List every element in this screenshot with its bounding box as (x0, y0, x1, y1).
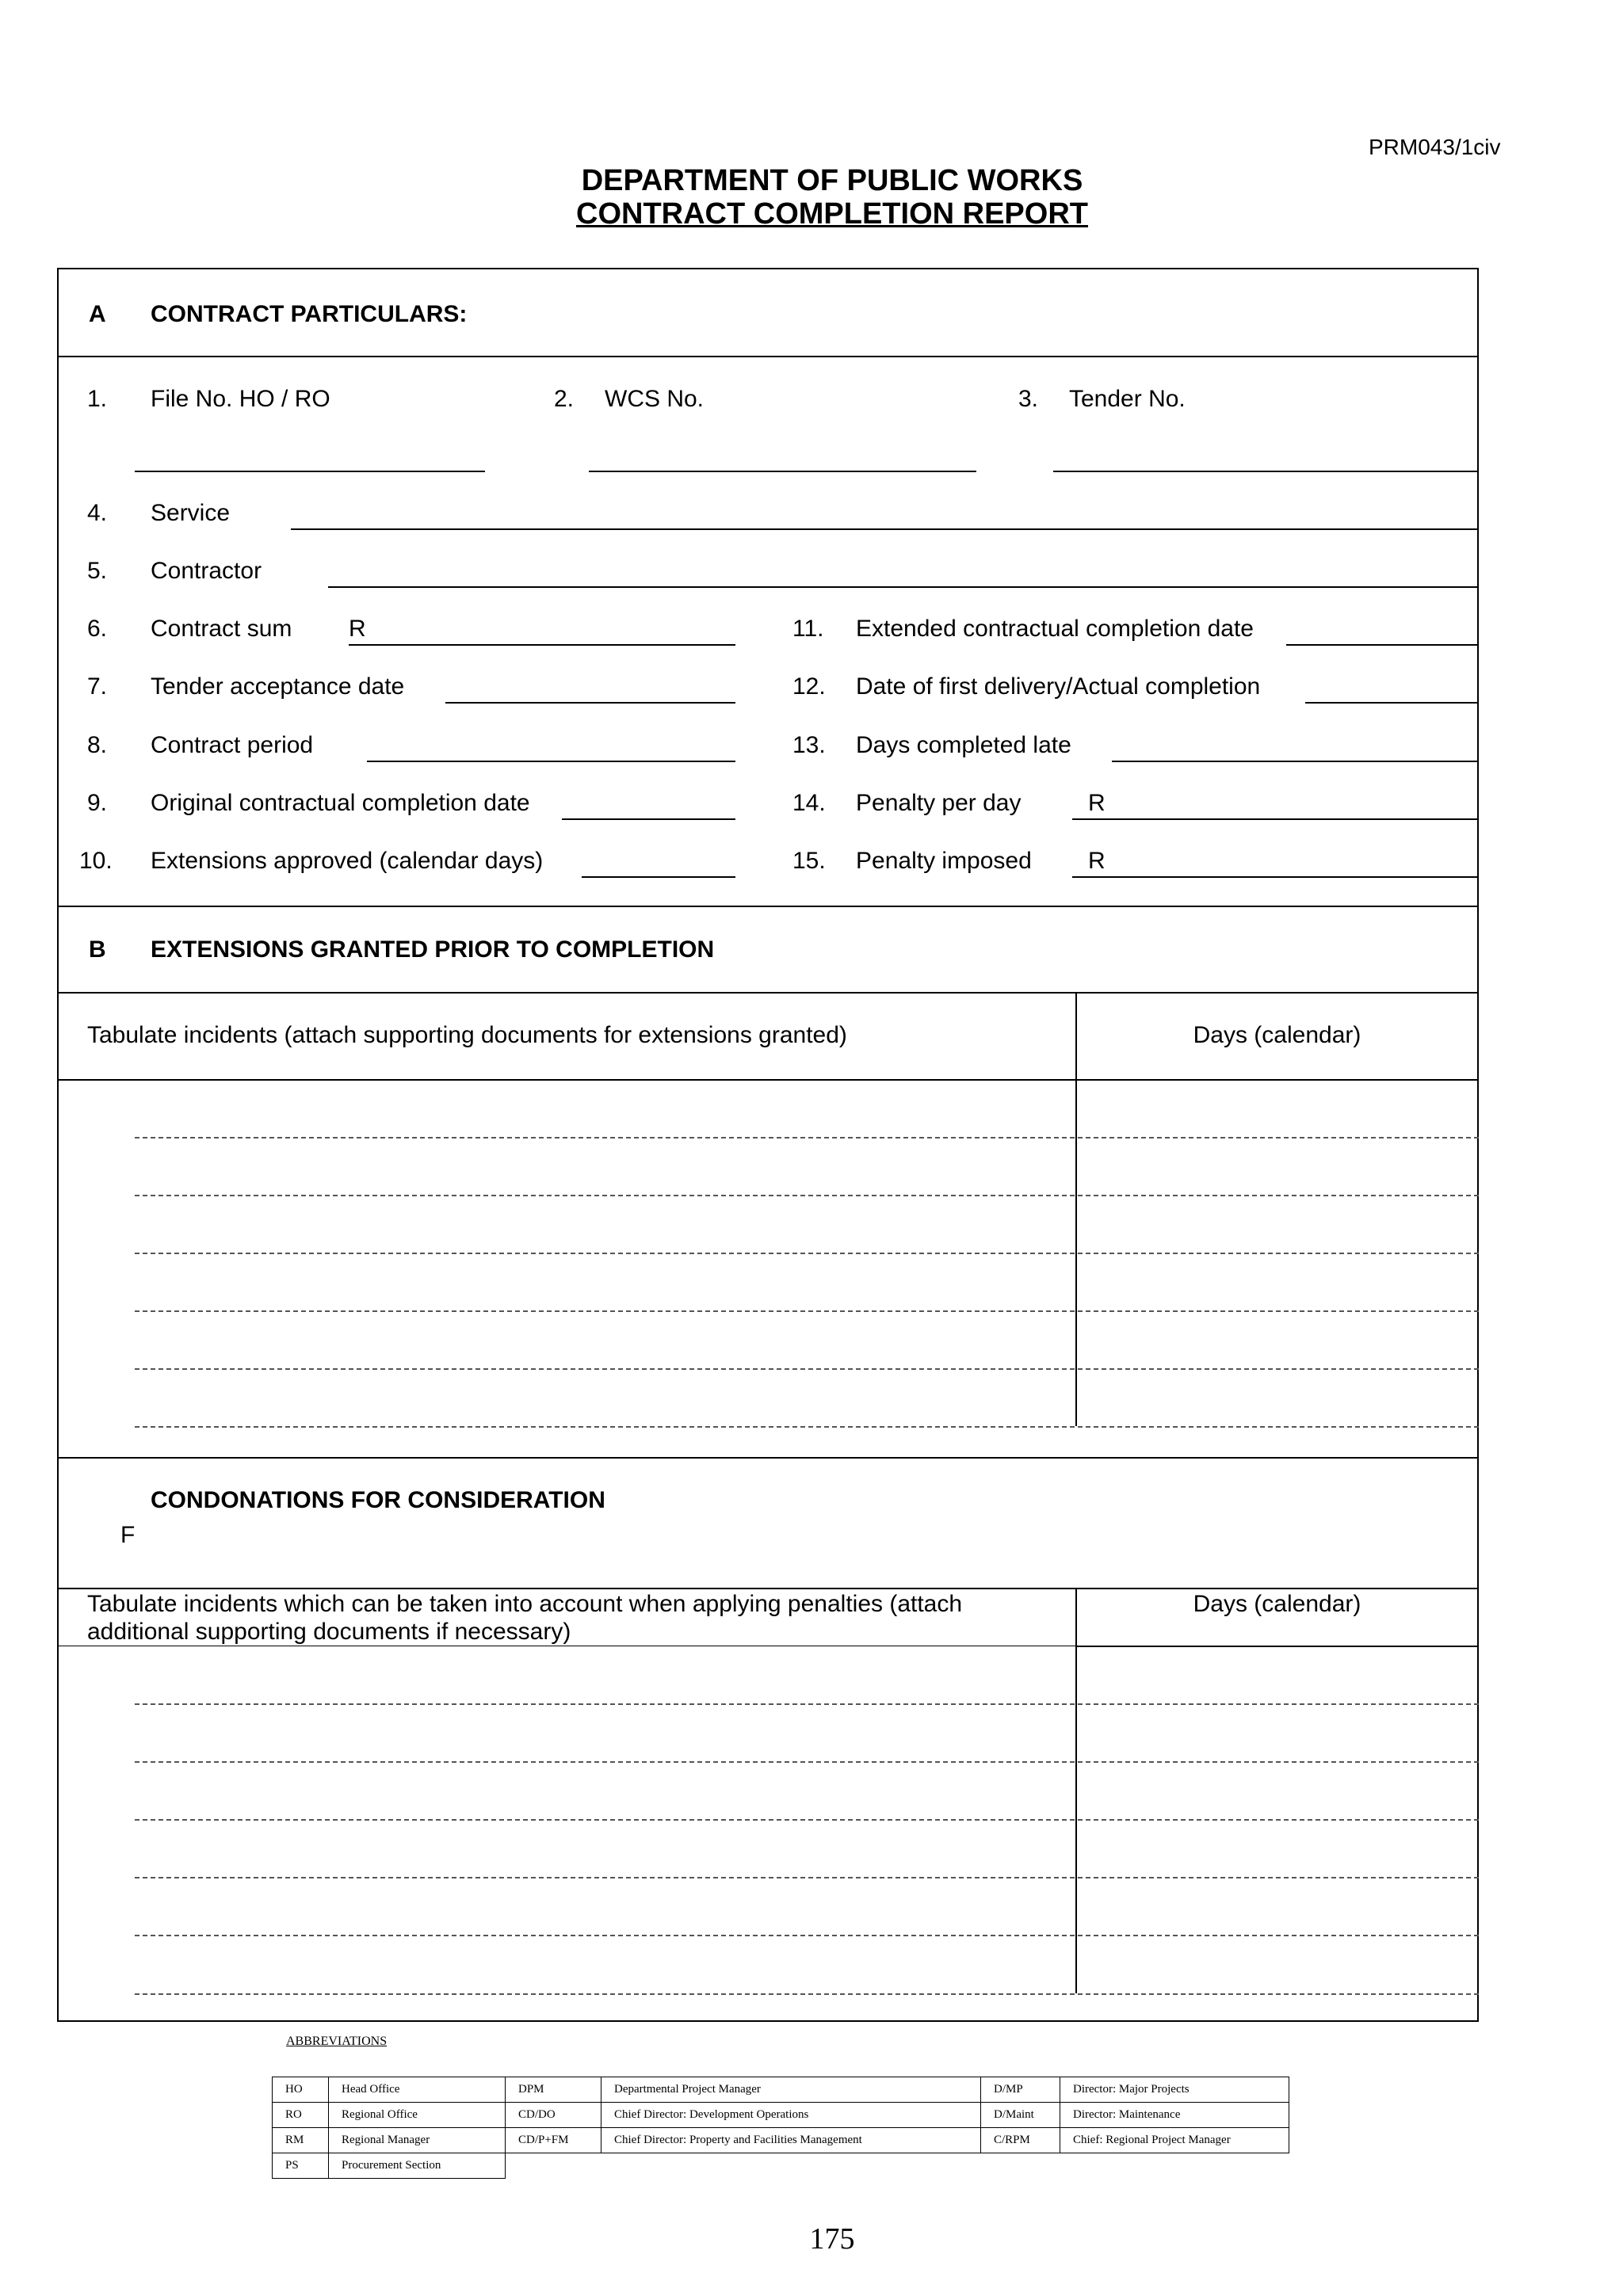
abbr-code: PS (273, 2153, 329, 2179)
extensions-approved-input[interactable] (582, 876, 735, 878)
extension-row[interactable] (135, 1426, 1479, 1428)
field-14-label: Penalty per day (856, 790, 1022, 816)
abbr-empty-cell (1060, 2153, 1289, 2179)
field-15-label: Penalty imposed (856, 848, 1032, 874)
section-c-divider (57, 1457, 1479, 1459)
section-c-title: CONDONATIONS FOR CONSIDERATION (151, 1487, 605, 1513)
abbr-meaning: Departmental Project Manager (601, 2077, 981, 2103)
section-a-letter: A (89, 301, 106, 327)
days-completed-late-input[interactable] (1112, 761, 1479, 762)
extension-row[interactable] (135, 1368, 1479, 1370)
section-c-days-header: Days (calendar) (1193, 1591, 1361, 1617)
field-8-label: Contract period (151, 732, 314, 758)
section-b-letter: B (89, 936, 106, 963)
field-3-number: 3. (1018, 386, 1039, 412)
extended-completion-date-input[interactable] (1286, 644, 1479, 646)
field-1-number: 1. (87, 386, 108, 412)
original-completion-date-input[interactable] (562, 818, 735, 820)
condonation-row[interactable] (135, 1703, 1479, 1705)
abbr-code: HO (273, 2077, 329, 2103)
section-c-letter: F (120, 1522, 136, 1548)
extension-row[interactable] (135, 1195, 1479, 1196)
abbr-meaning: Head Office (329, 2077, 506, 2103)
penalty-imposed-input[interactable] (1072, 876, 1479, 878)
field-4-label: Service (151, 500, 231, 526)
section-b-table-divider (57, 1079, 1479, 1081)
service-input[interactable] (291, 528, 1479, 530)
condonation-row[interactable] (135, 1761, 1479, 1763)
field-7-label: Tender acceptance date (151, 673, 405, 700)
abbr-code: DPM (506, 2077, 601, 2103)
penalty-per-day-input[interactable] (1072, 818, 1479, 820)
field-12-number: 12. (792, 673, 826, 700)
abbr-code: C/RPM (981, 2128, 1060, 2153)
abbreviation-row (273, 2103, 1289, 2128)
section-b-days-header: Days (calendar) (1193, 1022, 1361, 1048)
condonation-row[interactable] (135, 1819, 1479, 1821)
abbr-meaning: Chief: Regional Project Manager (1060, 2128, 1289, 2153)
extension-row[interactable] (135, 1310, 1479, 1312)
field-5-label: Contractor (151, 558, 262, 584)
abbr-meaning: Director: Major Projects (1060, 2077, 1289, 2103)
abbr-empty-cell (506, 2153, 601, 2179)
section-a-divider (57, 356, 1479, 357)
field-2-number: 2. (554, 386, 575, 412)
abbr-empty-cell (981, 2153, 1060, 2179)
field-10-number: 10. (79, 848, 113, 874)
file-no-input[interactable] (135, 471, 485, 472)
section-b-column-divider (1075, 992, 1077, 1426)
field-13-number: 13. (792, 732, 826, 758)
abbr-empty-cell (601, 2153, 981, 2179)
abbr-meaning: Chief Director: Property and Facilities Management (601, 2128, 981, 2153)
section-b-table-header: Tabulate incidents (attach supporting documents for extensions granted) (87, 1022, 847, 1048)
field-4-number: 4. (87, 500, 108, 526)
field-3-label: Tender No. (1069, 386, 1186, 412)
contractor-input[interactable] (328, 586, 1479, 588)
contract-period-input[interactable] (367, 761, 735, 762)
extension-row[interactable] (135, 1253, 1479, 1254)
section-a-title: CONTRACT PARTICULARS: (151, 301, 468, 327)
section-c-column-divider (1075, 1588, 1077, 1993)
tender-acceptance-date-input[interactable] (445, 702, 735, 704)
section-c-days-divider (1075, 1646, 1479, 1647)
wcs-no-input[interactable] (589, 471, 976, 472)
section-b-title: EXTENSIONS GRANTED PRIOR TO COMPLETION (151, 936, 715, 963)
field-14-prefix: R (1088, 790, 1106, 816)
abbr-code: CD/P+FM (506, 2128, 601, 2153)
field-11-number: 11. (792, 616, 824, 642)
abbreviation-row (273, 2128, 1289, 2153)
field-1-label: File No. HO / RO (151, 386, 330, 412)
abbr-code: CD/DO (506, 2103, 601, 2128)
section-b-header-divider (57, 992, 1479, 994)
abbr-code: RM (273, 2128, 329, 2153)
abbr-meaning: Procurement Section (329, 2153, 506, 2179)
abbreviation-row (273, 2077, 1289, 2103)
condonation-row[interactable] (135, 1993, 1479, 1995)
abbreviation-row (273, 2153, 1289, 2179)
field-11-label: Extended contractual completion date (856, 616, 1254, 642)
field-14-number: 14. (792, 790, 826, 816)
extension-row[interactable] (135, 1137, 1479, 1138)
field-9-number: 9. (87, 790, 108, 816)
field-12-label: Date of first delivery/Actual completion (856, 673, 1261, 700)
form-code: PRM043/1civ (1369, 135, 1501, 159)
field-7-number: 7. (87, 673, 108, 700)
field-8-number: 8. (87, 732, 108, 758)
contract-sum-input[interactable] (349, 644, 735, 646)
abbr-code: D/Maint (981, 2103, 1060, 2128)
abbr-code: RO (273, 2103, 329, 2128)
condonation-row[interactable] (135, 1935, 1479, 1936)
section-c-table-header-line2: additional supporting documents if necessary) (87, 1619, 571, 1645)
form-box (57, 268, 1479, 2022)
page-title: DEPARTMENT OF PUBLIC WORKS (581, 164, 1083, 197)
page-number: 175 (809, 2222, 855, 2256)
abbr-code: D/MP (981, 2077, 1060, 2103)
section-c-table-header-line1: Tabulate incidents which can be taken into account when applying penalties (attach (87, 1591, 963, 1617)
field-2-label: WCS No. (605, 386, 705, 412)
field-6-number: 6. (87, 616, 108, 642)
abbr-meaning: Regional Manager (329, 2128, 506, 2153)
abbr-meaning: Director: Maintenance (1060, 2103, 1289, 2128)
field-13-label: Days completed late (856, 732, 1071, 758)
field-15-prefix: R (1088, 848, 1106, 874)
field-15-number: 15. (792, 848, 826, 874)
abbreviations-title: ABBREVIATIONS (286, 2035, 388, 2048)
actual-completion-date-input[interactable] (1305, 702, 1479, 704)
field-6-prefix: R (349, 616, 366, 642)
field-9-label: Original contractual completion date (151, 790, 530, 816)
abbreviations-table (272, 2077, 1289, 2179)
abbr-meaning: Chief Director: Development Operations (601, 2103, 981, 2128)
abbr-meaning: Regional Office (329, 2103, 506, 2128)
page-subtitle: CONTRACT COMPLETION REPORT (576, 197, 1088, 231)
section-c-header-divider (57, 1588, 1479, 1589)
section-b-divider (57, 906, 1479, 907)
tender-no-input[interactable] (1053, 471, 1479, 472)
condonation-row[interactable] (135, 1877, 1479, 1878)
field-5-number: 5. (87, 558, 108, 584)
field-10-label: Extensions approved (calendar days) (151, 848, 544, 874)
field-6-label: Contract sum (151, 616, 292, 642)
